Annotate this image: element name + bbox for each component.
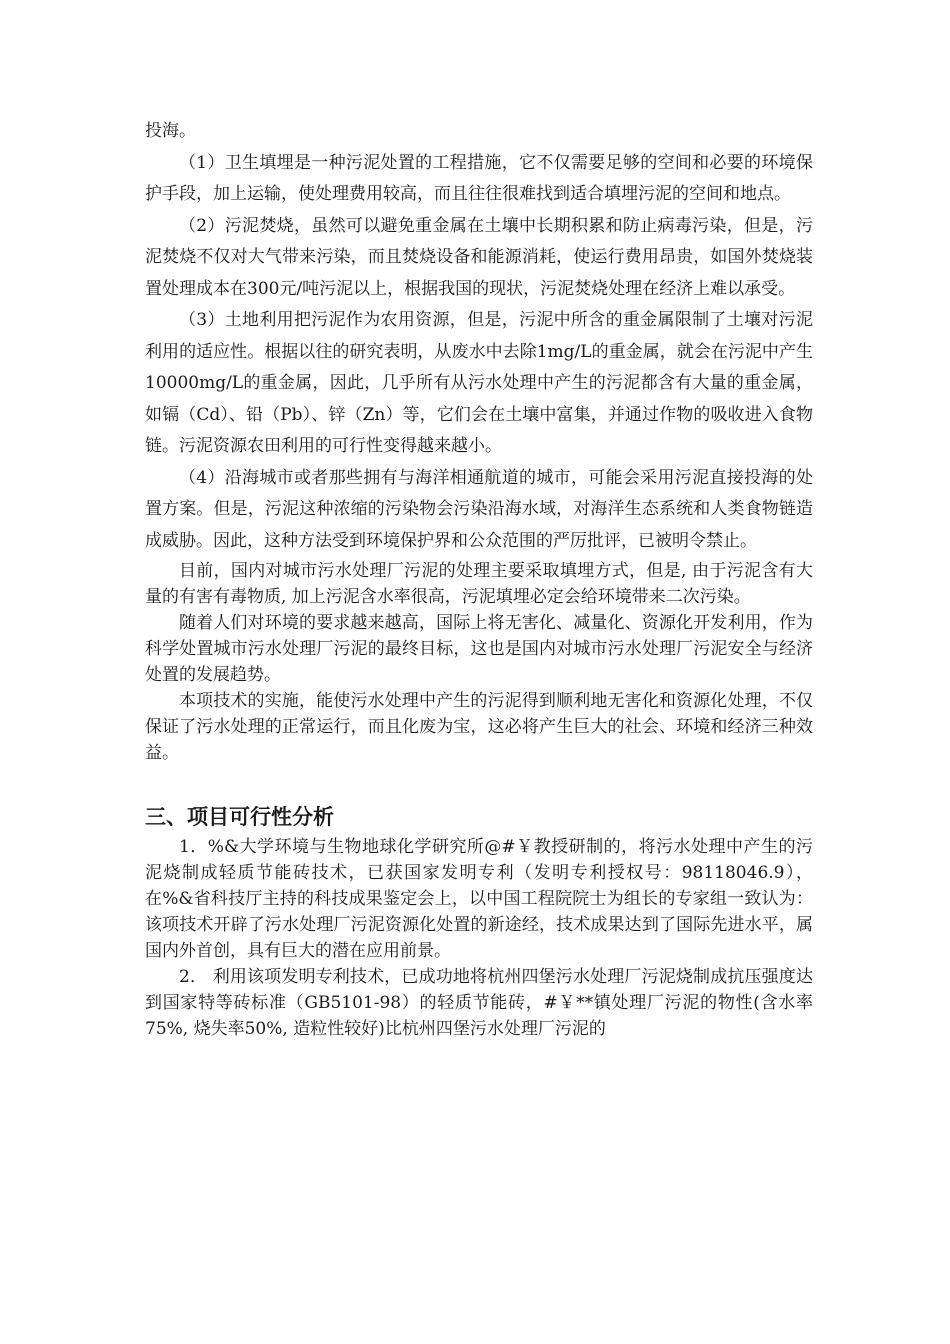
paragraph-continuation: 投海。 xyxy=(145,121,196,141)
paragraph-landfill: （1）卫生填埋是一种污泥处置的工程措施，它不仅需要足够的空间和必要的环境保护手段，加上运输，使处理费用较高，而且往往很难找到适合填埋污泥的空间和地点。 xyxy=(145,152,813,204)
paragraph-feasibility-1: 1．%&大学环境与生物地球化学研究所@#￥教授研制的，将污水处理中产生的污泥烧制成轻质节能砖技术，已获国家发明专利（发明专利授权号：98118046.9），在%&省科技厅主持的科技成果鉴定会上，以中国工程院院士为组长的专家组一致认为：该项技术开辟了污水处理厂污泥资源化处置的新途经，技术成果达到了国际先进水平，属国内外首创，具有巨大的潜在应用前景。 xyxy=(145,837,813,961)
section-heading-feasibility: 三、项目可行性分析 xyxy=(145,805,334,829)
paragraph-incineration: （2）污泥焚烧，虽然可以避免重金属在土壤中长期积累和防止病毒污染，但是，污泥焚烧不仅对大气带来污染，而且焚烧设备和能源消耗，使运行费用昂贵，如国外焚烧装置处理成本在300元/吨污泥以上，根据我国的现状，污泥焚烧处理在经济上难以承受。 xyxy=(145,215,813,299)
paragraph-trend: 随着人们对环境的要求越来越高，国际上将无害化、减量化、资源化开发利用，作为科学处置城市污水处理厂污泥的最终目标，这也是国内对城市污水处理厂污泥安全与经济处置的发展趋势。 xyxy=(145,613,813,685)
summary-block xyxy=(145,558,813,766)
paragraph-ocean-dumping: （4）沿海城市或者那些拥有与海洋相通航道的城市，可能会采用污泥直接投海的处置方案。但是，污泥这种浓缩的污染物会污染沿海水域，对海洋生态系统和人类食物链造成威胁。因此，这种方法受到环境保护界和公众范围的严厉批评，已被明令禁止。 xyxy=(145,467,813,551)
paragraph-feasibility-2: 2． 利用该项发明专利技术，已成功地将杭州四堡污水处理厂污泥烧制成抗压强度达到国家特等砖标准（GB5101-98）的轻质节能砖，#￥**镇处理厂污泥的物性(含水率75%, 烧失率50%, 造粒性较好)比杭州四堡污水处理厂污泥的 xyxy=(145,967,813,1039)
paragraph-land-use: （3）土地利用把污泥作为农用资源，但是，污泥中所含的重金属限制了土壤对污泥利用的适应性。根据以往的研究表明，从废水中去除1mg/L的重金属，就会在污泥中产生10000mg/L的重金属，因此，几乎所有从污水处理中产生的污泥都含有大量的重金属，如镉（Cd）、铅（Pb）、锌（Zn）等，它们会在土壤中富集，并通过作物的吸收进入食物链。污泥资源农田利用的可行性变得越来越小。 xyxy=(145,310,813,456)
paragraph-benefits: 本项技术的实施，能使污水处理中产生的污泥得到顺利地无害化和资源化处理，不仅保证了污水处理的正常运行，而且化废为宝，这必将产生巨大的社会、环境和经济三种效益。 xyxy=(145,691,813,763)
treatment-methods-block xyxy=(145,116,813,557)
document-body xyxy=(145,116,813,1042)
feasibility-block xyxy=(145,834,813,1042)
paragraph-current-status: 目前，国内对城市污水处理厂污泥的处理主要采取填埋方式，但是, 由于污泥含有大量的有害有毒物质, 加上污泥含水率很高，污泥填埋必定会给环境带来二次污染。 xyxy=(145,561,813,607)
